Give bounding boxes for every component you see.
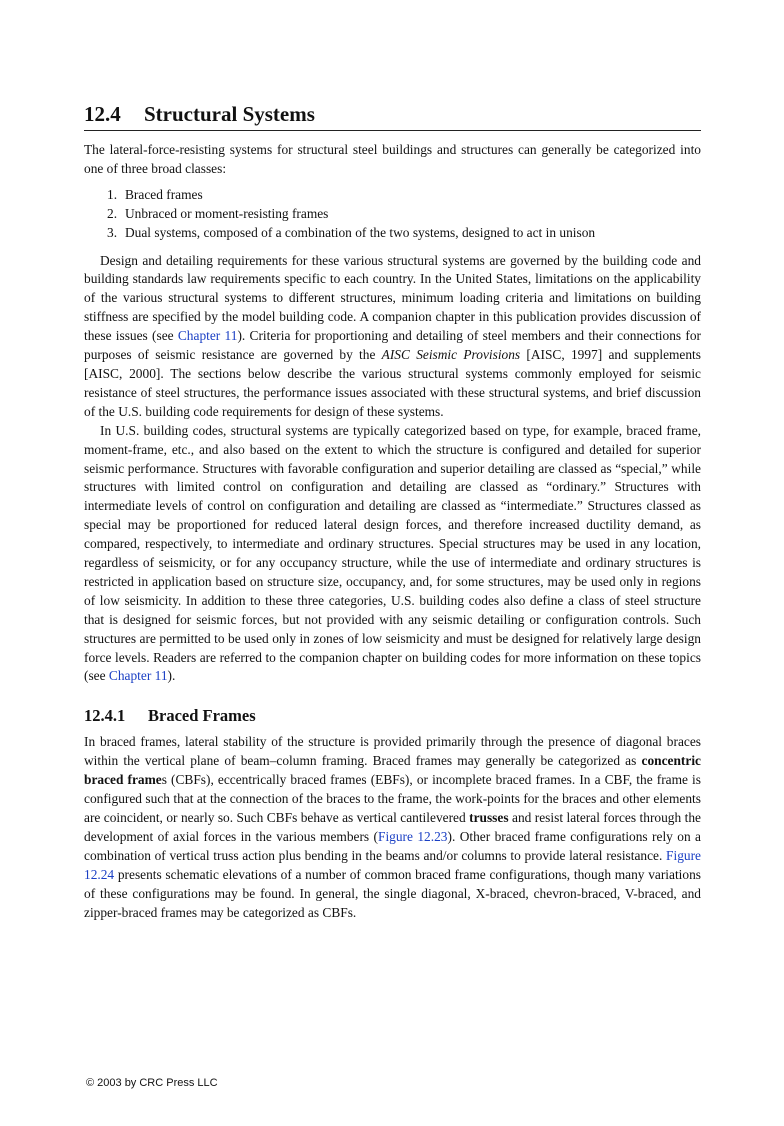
system-classes-list xyxy=(84,186,701,243)
section-title: Structural Systems xyxy=(144,102,315,126)
design-requirements-paragraph: Design and detailing requirements for these various structural systems are governed by the building code and building standards law requirements specific to each country. In the United States, limitations on the applicability of the various structural systems to different structures, minimum loading criteria and limitations on building stiffness are specified by the model building code. A companion chapter in this publication provides discussion of these issues (see Chapter 11). Criteria for proportioning and detailing of steel members and their connections for purposes of seismic resistance are governed by the AISC Seismic Provisions [AISC, 1997] and supplements [AISC, 2000]. The sections below describe the various structural systems commonly employed for seismic resistance of steel structures, the performance issues associated with these structural systems, and brief discussion of the U.S. building code requirements for design of these systems. xyxy=(84,252,702,419)
subsection-title: Braced Frames xyxy=(148,706,256,726)
chapter-11-link[interactable]: Chapter 11 xyxy=(177,328,238,344)
chapter-11-link[interactable]: Chapter 11 xyxy=(108,668,168,684)
figure-12-24-link[interactable]: Figure 12.24 xyxy=(84,847,701,882)
braced-frames-paragraph: In braced frames, lateral stability of the structure is provided primarily through the presence of diagonal braces within the vertical plane of beam–column framing. Braced frames may generally be categorized as concentric braced frames (CBFs), eccentrically braced frames (EBFs), or incomplete braced frames. In a CBF, the frame is configured such that at the connection of the braces to the frame, the work-points for the braces and other elements are coincident, or nearly so. Such CBFs behave as vertical cantilevered trusses and resist lateral forces through the development of axial forces in the various members (Figure 12.23). Other braced frame configurations rely on a combination of vertical truss action plus bending in the beams and/or columns to provide lateral resistance. Figure 12.24 presents schematic elevations of a number of common braced frame configurations, though many variations of these configurations may be found. In general, the single diagonal, X-braced, chevron-braced, V-braced, and zipper-braced frames may be categorized as CBFs. xyxy=(84,734,702,920)
list-item: 2. Unbraced or moment-resisting frames xyxy=(107,205,329,221)
figure-12-23-link[interactable]: Figure 12.23 xyxy=(378,828,448,844)
subsection-number: 12.4.1 xyxy=(84,706,126,726)
list-item: 1. Braced frames xyxy=(107,186,203,202)
intro-paragraph: The lateral-force-resisting systems for structural steel buildings and structures can generally be categorized into one of three broad classes: xyxy=(84,142,701,176)
list-item: 3. Dual systems, composed of a combination of the two systems, designed to act in unison xyxy=(107,224,596,240)
section-heading xyxy=(84,101,701,131)
section-number: 12.4 xyxy=(84,102,121,126)
section-body xyxy=(84,141,701,922)
subsection-heading xyxy=(84,705,701,727)
copyright-footer: © 2003 by CRC Press LLC xyxy=(86,1077,218,1089)
categorization-paragraph: In U.S. building codes, structural systems are typically categorized based on type, for example, braced frame, moment-frame, etc., and also based on the extent to which the structure is configured and detailed for superior seismic performance. Structures with favorable configuration and superior detailing are classed as “special,” while structures with limited control on configuration and detailing are classed as “ordinary.” Structures with intermediate levels of control on configuration and detailing are classed as “intermediate.” Structures classed as special may be proportioned for reduced lateral design forces, and therefore increased ductility demand, as compared, respectively, to intermediate and ordinary structures. Special structures may be used in any location, regardless of seismicity, or for any occupancy structure, while the use of intermediate and ordinary structures is restricted in application based on structure size, occupancy, and, for some structures, may be used only in regions of low seismicity. In addition to these three categories, U.S. building codes also define a class of steel structure that is designed for seismic forces, but not provided with any seismic detailing or configuration controls. Such structures are permitted to be used only in zones of low seismicity and must be designed for relatively large design force levels. Readers are referred to the companion chapter on building codes for more information on these topics (see Chapter 11). xyxy=(84,422,701,684)
